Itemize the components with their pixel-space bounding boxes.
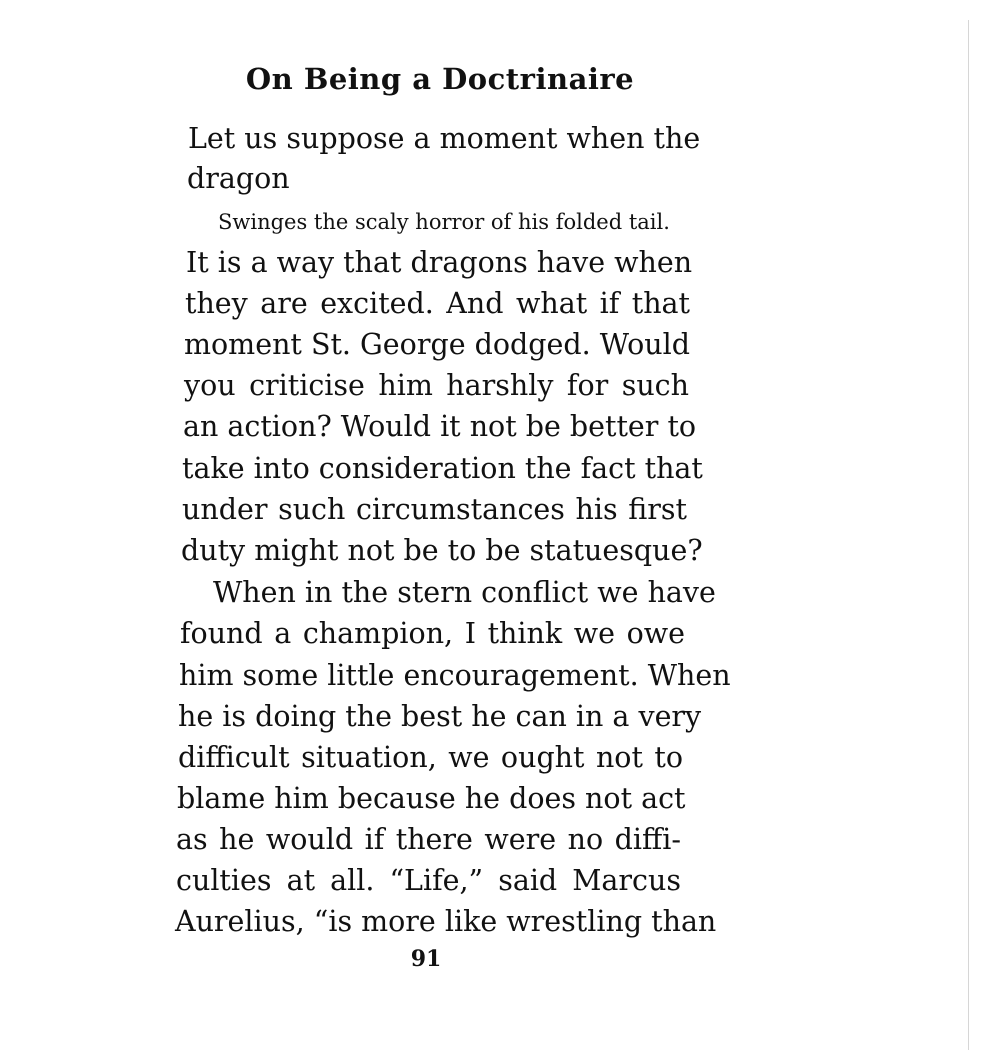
text-line: duty might not be to be statuesque? — [181, 534, 703, 567]
text-line: Aurelius, “is more like wrestling than — [175, 905, 717, 938]
page-edge-divider — [968, 20, 969, 1050]
text-line: dragon — [187, 162, 290, 195]
text-line: blame him because he does not act — [177, 782, 686, 815]
block-quote: Swinges the scaly horror of his folded tail. — [218, 210, 670, 234]
text-line: When in the stern conflict we have — [213, 576, 716, 609]
text-line: him some little encouragement. When — [179, 659, 731, 692]
text-line: culties at all. “Life,” said Marcus — [176, 864, 681, 897]
text-line: take into consideration the fact that — [182, 452, 703, 485]
text-line: you criticise him harshly for such — [184, 369, 689, 402]
text-line: an action? Would it not be better to — [183, 410, 697, 443]
text-line: Let us suppose a moment when the — [188, 122, 701, 155]
page-number: 91 — [410, 946, 442, 972]
text-line: under such circumstances his first — [182, 493, 687, 526]
text-line: difficult situation, we ought not to — [178, 741, 683, 774]
text-line: he is doing the best he can in a very — [178, 700, 702, 733]
text-line: moment St. George dodged. Would — [184, 328, 690, 361]
text-line: found a champion, I think we owe — [180, 617, 685, 650]
text-line: they are excited. And what if that — [185, 287, 690, 320]
text-line: as he would if there were no diffi- — [176, 823, 681, 856]
text-line: It is a way that dragons have when — [186, 246, 693, 279]
running-title: On Being a Doctrinaire — [245, 62, 635, 96]
